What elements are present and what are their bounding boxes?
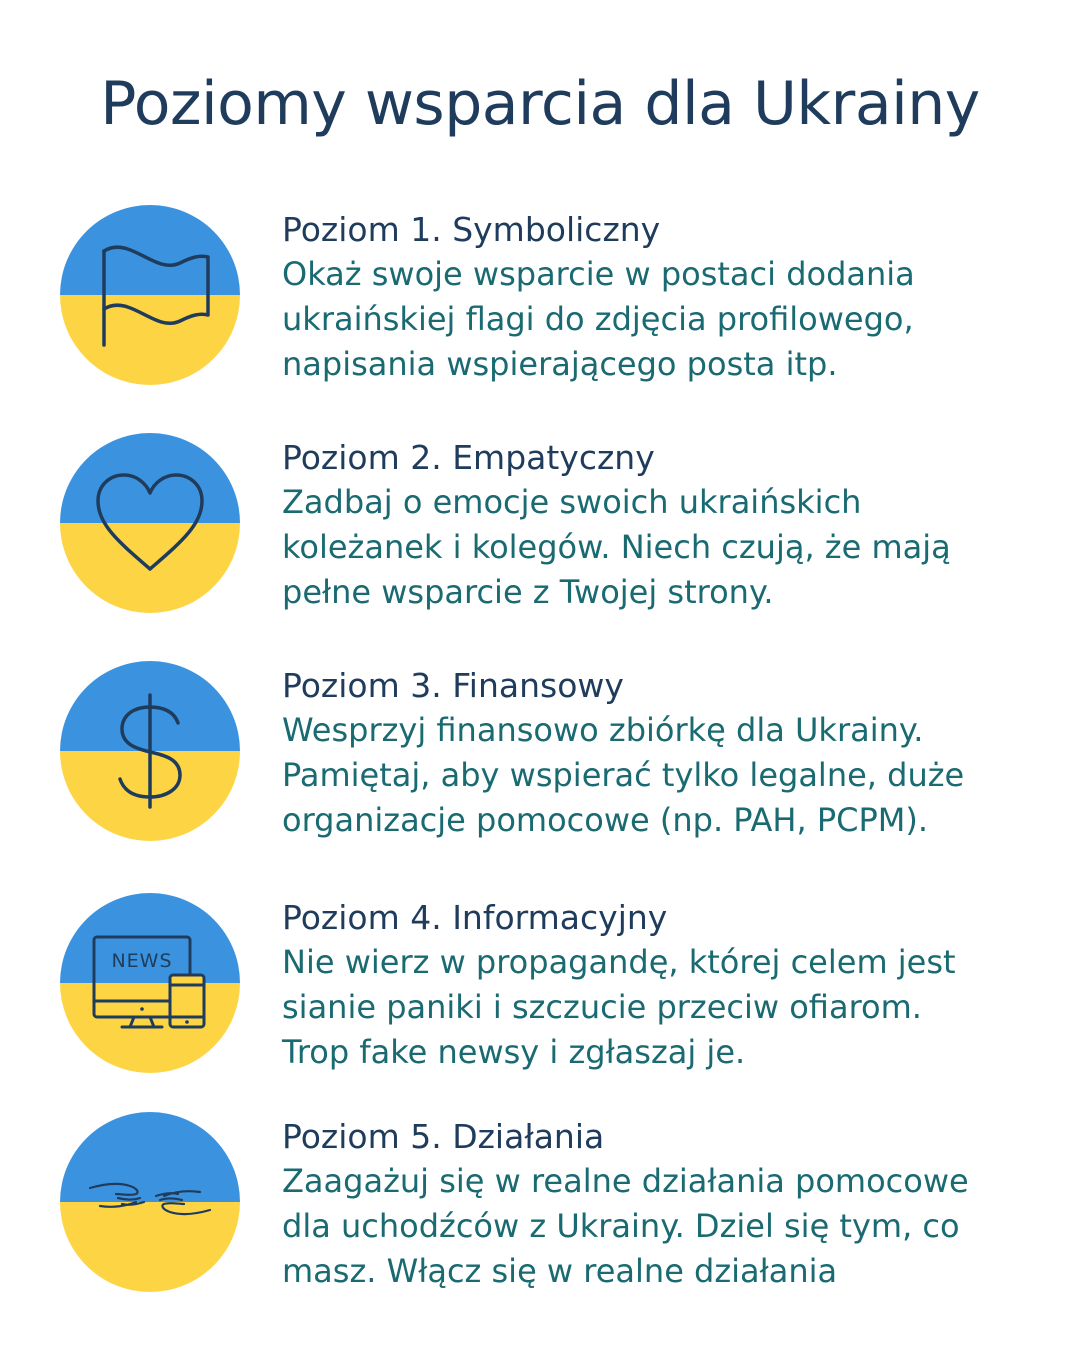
ukraine-flag-circle	[60, 1112, 240, 1292]
ukraine-flag-circle	[60, 433, 240, 613]
level-financial	[0, 661, 1080, 861]
level-description-line: koleżanek i kolegów. Niech czują, że mają	[282, 528, 951, 566]
level-informational	[0, 893, 1080, 1093]
level-description-line: Zadbaj o emocje swoich ukraińskich	[282, 483, 862, 521]
page-title: Poziomy wsparcia dla Ukrainy	[100, 69, 980, 139]
heart-icon	[60, 433, 240, 613]
level-empathetic	[0, 433, 1080, 633]
level-description-line: organizacje pomocowe (np. PAH, PCPM).	[282, 801, 929, 839]
level-description-line: napisania wspierającego posta itp.	[282, 345, 838, 383]
level-heading: Poziom 1. Symboliczny	[282, 210, 661, 249]
level-description-line: dla uchodźców z Ukrainy. Dziel się tym, co	[282, 1207, 960, 1245]
level-description-line: Zaagażuj się w realne działania pomocowe	[282, 1162, 969, 1200]
level-action	[0, 1112, 1080, 1312]
level-description-line: pełne wsparcie z Twojej strony.	[282, 573, 774, 611]
level-description-line: Wesprzyj finansowo zbiórkę dla Ukrainy.	[282, 711, 924, 749]
level-description-line: ukraińskiej flagi do zdjęcia profilowego,	[282, 300, 914, 338]
flag-icon	[60, 205, 240, 385]
level-description-line: sianie paniki i szczucie przeciw ofiarom.	[282, 988, 922, 1026]
ukraine-flag-circle	[60, 893, 240, 1073]
level-heading: Poziom 4. Informacyjny	[282, 898, 668, 937]
level-heading: Poziom 5. Działania	[282, 1117, 605, 1156]
ukraine-flag-circle	[60, 205, 240, 385]
news-devices-icon	[60, 893, 240, 1073]
level-description-line: masz. Włącz się w realne działania	[282, 1252, 838, 1290]
ukraine-flag-circle	[60, 661, 240, 841]
level-heading: Poziom 3. Finansowy	[282, 666, 624, 705]
level-heading: Poziom 2. Empatyczny	[282, 438, 655, 477]
dollar-icon	[60, 661, 240, 841]
level-description-line: Pamiętaj, aby wspierać tylko legalne, duże	[282, 756, 965, 794]
level-description-line: Nie wierz w propagandę, której celem jest	[282, 943, 956, 981]
level-description-line: Trop fake newsy i zgłaszaj je.	[282, 1033, 746, 1071]
news-label: NEWS	[111, 950, 173, 972]
level-description-line: Okaż swoje wsparcie w postaci dodania	[282, 255, 915, 293]
level-symbolic	[0, 205, 1080, 405]
helping-hands-icon	[60, 1112, 240, 1292]
